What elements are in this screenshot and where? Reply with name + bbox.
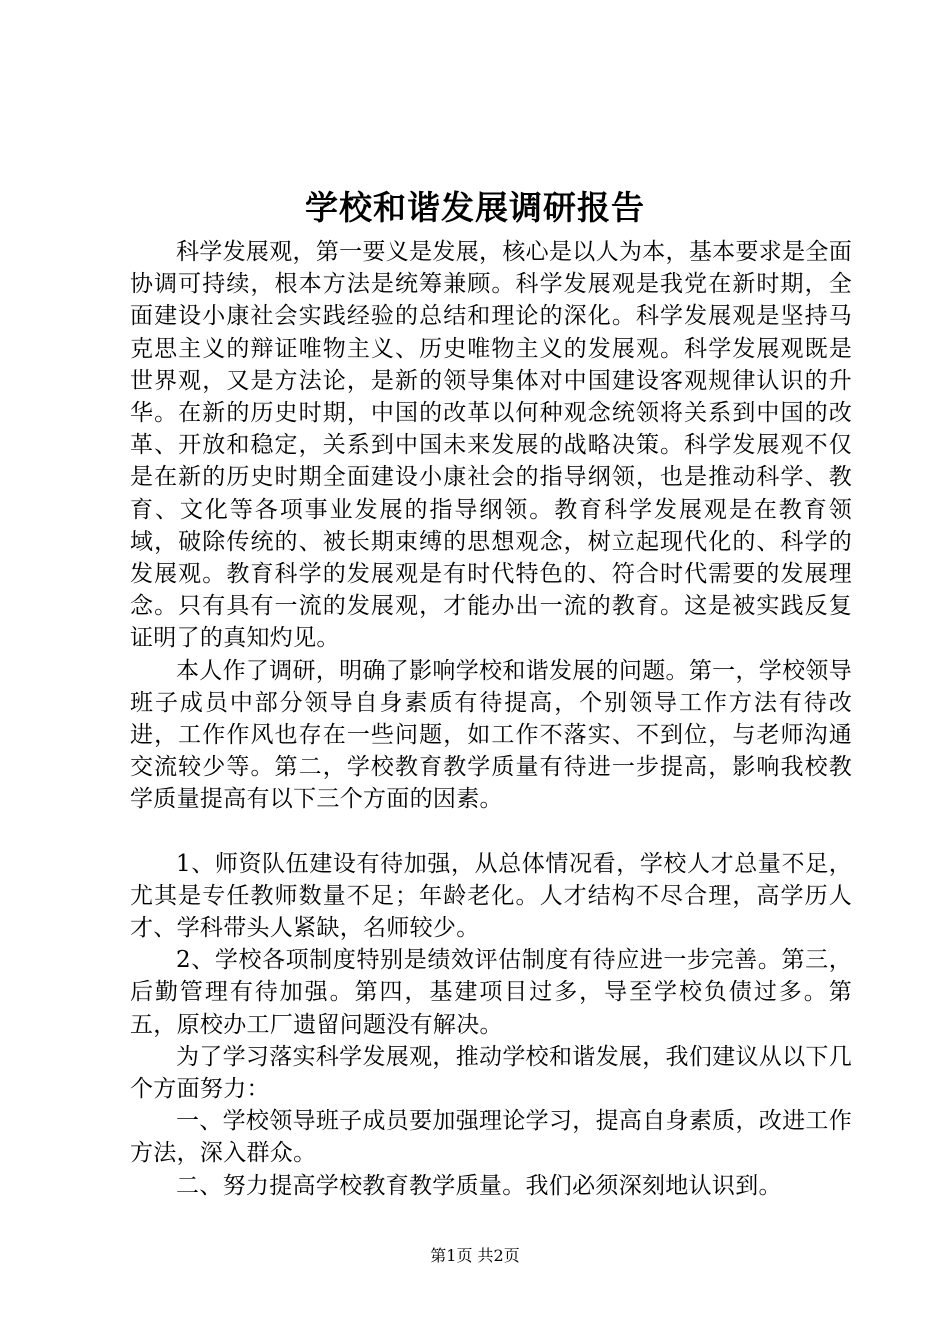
document-body <box>130 236 852 1202</box>
paragraph-1: 科学发展观，第一要义是发展，核心是以人为本，基本要求是全面协调可持续，根本方法是统筹兼顾。科学发展观是我党在新时期，全面建设小康社会实践经验的总结和理论的深化。科学发展观是坚持马克思主义的辩证唯物主义、历史唯物主义的发展观。科学发展观既是世界观，又是方法论，是新的领导集体对中国建设客观规律认识的升华。在新的历史时期，中国的改革以何种观念统领将关系到中国的改革、开放和稳定，关系到中国未来发展的战略决策。科学发展观不仅是在新的历史时期全面建设小康社会的指导纲领，也是推动科学、教育、文化等各项事业发展的指导纲领。教育科学发展观是在教育领域，破除传统的、被长期束缚的思想观念，树立起现代化的、科学的发展观。教育科学的发展观是有时代特色的、符合时代需要的发展理念。只有具有一流的发展观，才能办出一流的教育。这是被实践反复证明了的真知灼见。 <box>130 239 852 652</box>
paragraph-2: 本人作了调研，明确了影响学校和谐发展的问题。第一，学校领导班子成员中部分领导自身素质有待提高，个别领导工作方法有待改进，工作作风也存在一些问题，如工作不落实、不到位，与老师沟通交流较少等。第二，学校教育教学质量有待进一步提高，影响我校教学质量提高有以下三个方面的因素。 <box>130 657 852 813</box>
document-title: 学校和谐发展调研报告 <box>305 188 645 227</box>
paragraph-3: 1、师资队伍建设有待加强，从总体情况看，学校人才总量不足，尤其是专任教师数量不足；年龄老化。人才结构不尽合理，高学历人才、学科带头人紧缺，名师较少。 <box>130 850 852 942</box>
paragraph-7: 二、努力提高学校教育教学质量。我们必须深刻地认识到。 <box>176 1172 782 1199</box>
page-footer: 第1页 共2页 <box>430 1246 520 1265</box>
paragraph-6: 一、学校领导班子成员要加强理论学习，提高自身素质，改进工作方法，深入群众。 <box>130 1108 852 1167</box>
paragraph-4: 2、学校各项制度特别是绩效评估制度有待应进一步完善。第三，后勤管理有待加强。第四，基建项目过多，导至学校负债过多。第五，原校办工厂遗留问题没有解决。 <box>130 947 852 1038</box>
paragraph-5: 为了学习落实科学发展观，推动学校和谐发展，我们建议从以下几个方面努力： <box>130 1043 852 1103</box>
